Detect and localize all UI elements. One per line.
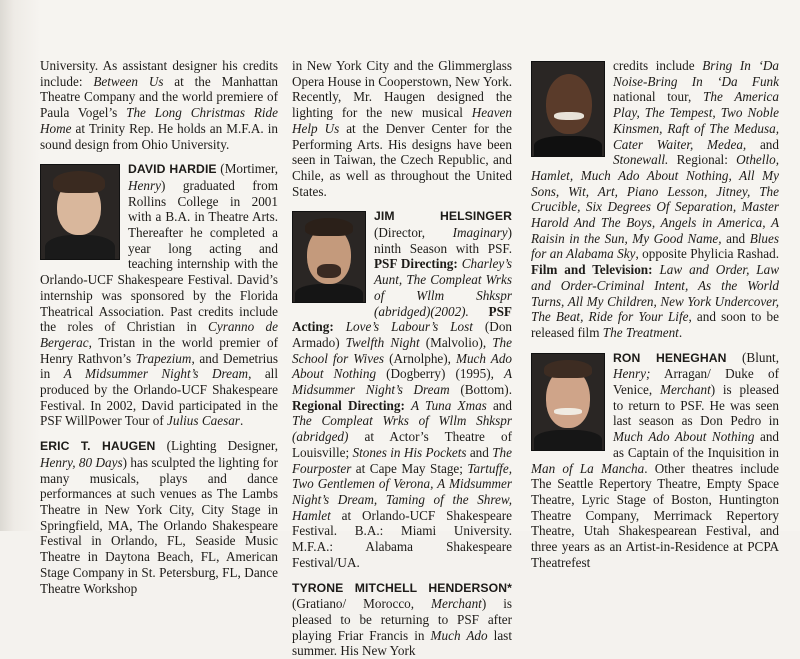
text-run: PSF Acting: [292, 304, 512, 335]
text-run: University. As assistant designer his credits include: [40, 58, 278, 89]
text-run: (Don Armado) [292, 319, 512, 350]
text-run: Stones in His Pockets [352, 445, 466, 460]
text-run: at Actor’s Theatre of Louisville; [292, 429, 512, 460]
text-run: (Dogberry) (1995), [376, 366, 504, 381]
text-run: at Orlando-UCF Shakespeare Festival. B.A.: Miami University. M.F.A.: Alabama Shakespeare Festival/UA. [292, 508, 512, 570]
text-run: , and Demetrius in [40, 351, 278, 382]
text-run: Twelfth Night [346, 335, 420, 350]
text-run: A Tuna Xmas [411, 398, 487, 413]
bio-eric-haugen [40, 438, 278, 596]
text-run: credits include [613, 58, 702, 73]
name-eric-haugen: ERIC T. HAUGEN [40, 439, 155, 453]
text-run: ) is pleased to return to PSF. He was seen last season as Don Pedro in [613, 382, 779, 428]
text-run: The Fourposter [292, 445, 512, 476]
text-run: Bring In ‘Da Noise-Bring In ‘Da Funk [613, 58, 779, 89]
column-3 [531, 58, 779, 571]
text-run: (Bottom). [450, 382, 512, 397]
text-run: Much Ado [431, 628, 488, 643]
text-run: Henry; [613, 366, 650, 381]
text-run: Blues for an Alabama Sky [531, 231, 779, 262]
name-jim-helsinger: JIM HELSINGER [374, 209, 512, 223]
bio-text-tyrone-henderson [292, 596, 512, 658]
text-run: Regional Directing: [292, 398, 405, 413]
bio-david-hardie [40, 161, 278, 429]
text-run: Imaginary [453, 225, 508, 240]
text-run: Julius Caesar [167, 413, 240, 428]
text-run: Stonewall. [613, 152, 668, 167]
text-run: Cyranno de Bergerac [40, 319, 278, 350]
text-run: Law and Order, Law and Order-Criminal Intent, As the World Turns, All My Children, New York Undercover, The Beat, Ride for Your Life [531, 262, 779, 324]
text-run: The America Play, The Tempest, Two Noble Kinsmen, Raft of The Medusa, Cater Waiter, Medea, [613, 89, 779, 151]
text-run: Man of La Mancha [531, 461, 644, 476]
headshot-jim-helsinger [292, 211, 366, 303]
text-run: Merchant [431, 596, 482, 611]
text-run: (Arnolphe), [384, 351, 456, 366]
text-run [469, 304, 489, 319]
text-run: ) graduated from Rollins College in 2001 with a B.A. in Theatre Arts. Thereafter he completed a year long acting and teaching internship with the Orlando-UCF Shakespeare Festival. David’s internship was sponsored by the Florida Theatrical Association. Past credits include the roles of Christian in [40, 178, 278, 334]
text-run [334, 319, 346, 334]
column-2 [292, 58, 512, 659]
text-run: (Malvolio), [420, 335, 493, 350]
text-run: Othello, Hamlet, Much Ado About Nothing, All My Sons, Wit, Art, Piano Lesson, Jitney, The Crucible, Six Degrees Of Separation, Master Harold And The Boys, Angels in America, A Raisin in the Sun, My Good Name, [531, 152, 779, 246]
text-run: A Midsummer Night’s Dream [292, 366, 512, 397]
text-run: (Director, [374, 225, 453, 240]
text-run: Heaven Help Us [292, 105, 512, 136]
text-run: Between Us [93, 74, 163, 89]
text-run: and [467, 445, 493, 460]
text-run: , and soon to be released film [531, 309, 779, 340]
text-run: ) is pleased to be returning to PSF after playing Friar Francis in [292, 596, 512, 642]
text-run: at Cape May Stage; [351, 461, 467, 476]
text-run: The Compleat Wrks of Wllm Shkspr (abridged) [292, 413, 512, 444]
bio-tyrone-henderson [292, 580, 512, 659]
text-run: Arragan/ Duke of Venice, [613, 366, 779, 397]
name-david-hardie: DAVID HARDIE [128, 162, 217, 176]
text-run: and [746, 137, 779, 152]
text-run: and [487, 398, 512, 413]
text-run: at the Manhattan Theatre Company and the world premiere of Paula Vogel’s [40, 74, 278, 120]
name-tyrone-henderson: TYRONE MITCHELL HENDERSON* [292, 581, 512, 595]
text-run: Trapezium [136, 351, 192, 366]
text-run: last summer. His New York [292, 628, 512, 659]
text-run: national tour, [613, 89, 703, 104]
text-run: Henry, 80 Days [40, 455, 123, 470]
text-run: Charley’s Aunt, The Compleat Wrks of Wllm Shkspr (abridged)(2002). [374, 256, 512, 318]
text-run: and [722, 231, 750, 246]
bio-text-eric-haugen [40, 438, 278, 595]
text-run: (Blunt, [727, 350, 779, 365]
text-run: Much Ado About Nothing [292, 351, 512, 382]
text-run: at Trinity Rep. He holds an M.F.A. in sound design from Ohio University. [40, 121, 278, 152]
text-run: Henry [128, 178, 161, 193]
text-run: and as Captain of the Inquisition in [613, 429, 779, 460]
text-run: Merchant [660, 382, 711, 397]
bio-jim-helsinger [292, 208, 512, 570]
text-run: Love’s Labour’s Lost [346, 319, 473, 334]
bio-ron-heneghan [531, 350, 779, 571]
text-run: The School for Wives [292, 335, 512, 366]
text-run: . [679, 325, 682, 340]
text-run: , opposite Phylicia Rashad. [635, 246, 779, 261]
headshot-tyrone-henderson [531, 61, 605, 157]
text-run: in New York City and the Glimmerglass Opera House in Cooperstown, New York. Recently, Mr. Haugen designed the lighting for the new musical [292, 58, 512, 120]
intro-paragraph [40, 58, 278, 152]
text-run: ) has sculpted the lighting for many musicals, plays and dance performances at such venues as The Lambs Theatre in New York City, City Stage in Springfield, MA, The Orlando Shakespeare Festival in Orlando, FL, Seaside Music Theatre in Daytona Beach, FL, American Stage Company in St. Petersburg, FL, Dance Theatre Workshop [40, 455, 278, 596]
text-run: (Gratiano/ Morocco, [292, 596, 431, 611]
text-run: PSF Directing: [374, 256, 458, 271]
text-run: (Lighting Designer, [155, 438, 278, 453]
bio-tyrone-henderson-cont [531, 58, 779, 341]
name-ron-heneghan: RON HENEGHAN [613, 351, 727, 365]
text-run: . Other theatres include The Seattle Repertory Theatre, Empty Space Theatre, Lyric Stage of Boston, Huntington Theatre Company, Merrimack Repertory Theatre, Utah Shakespearean Festival, and three years as an Artist-in-Residence at PCPA Theatrefest [531, 461, 779, 570]
text-run: Tartuffe, Two Gentlemen of Verona, A Midsummer Night’s Dream, Taming of the Shrew, Hamlet [292, 461, 512, 523]
text-run: Film and Television: [531, 262, 653, 277]
text-run: A Midsummer Night’s Dream [64, 366, 248, 381]
text-run: ) ninth Season with PSF. [374, 225, 512, 256]
text-run: at the Denver Center for the Performing Arts. His designs have been seen in Taiwan, the Czech Republic, and Chile, as well as throughout the United States. [292, 121, 512, 199]
headshot-david-hardie [40, 164, 120, 260]
text-run: , all produced by the Orlando-UCF Shakespeare Festival. In 2002, David participated in the PSF WillPower Tour of [40, 366, 278, 428]
headshot-ron-heneghan [531, 353, 605, 451]
text-run: Much Ado About Nothing [613, 429, 754, 444]
text-run: , Tristan in the world premier of Henry Rathvon’s [40, 335, 278, 366]
text-run: . [240, 413, 243, 428]
text-run: Regional: [668, 152, 736, 167]
column-1 [40, 58, 278, 596]
text-run: The Treatment [603, 325, 679, 340]
text-run: The Long Christmas Ride Home [40, 105, 278, 136]
bio-eric-haugen-cont [292, 58, 512, 199]
text-run: (Mortimer, [217, 161, 278, 176]
